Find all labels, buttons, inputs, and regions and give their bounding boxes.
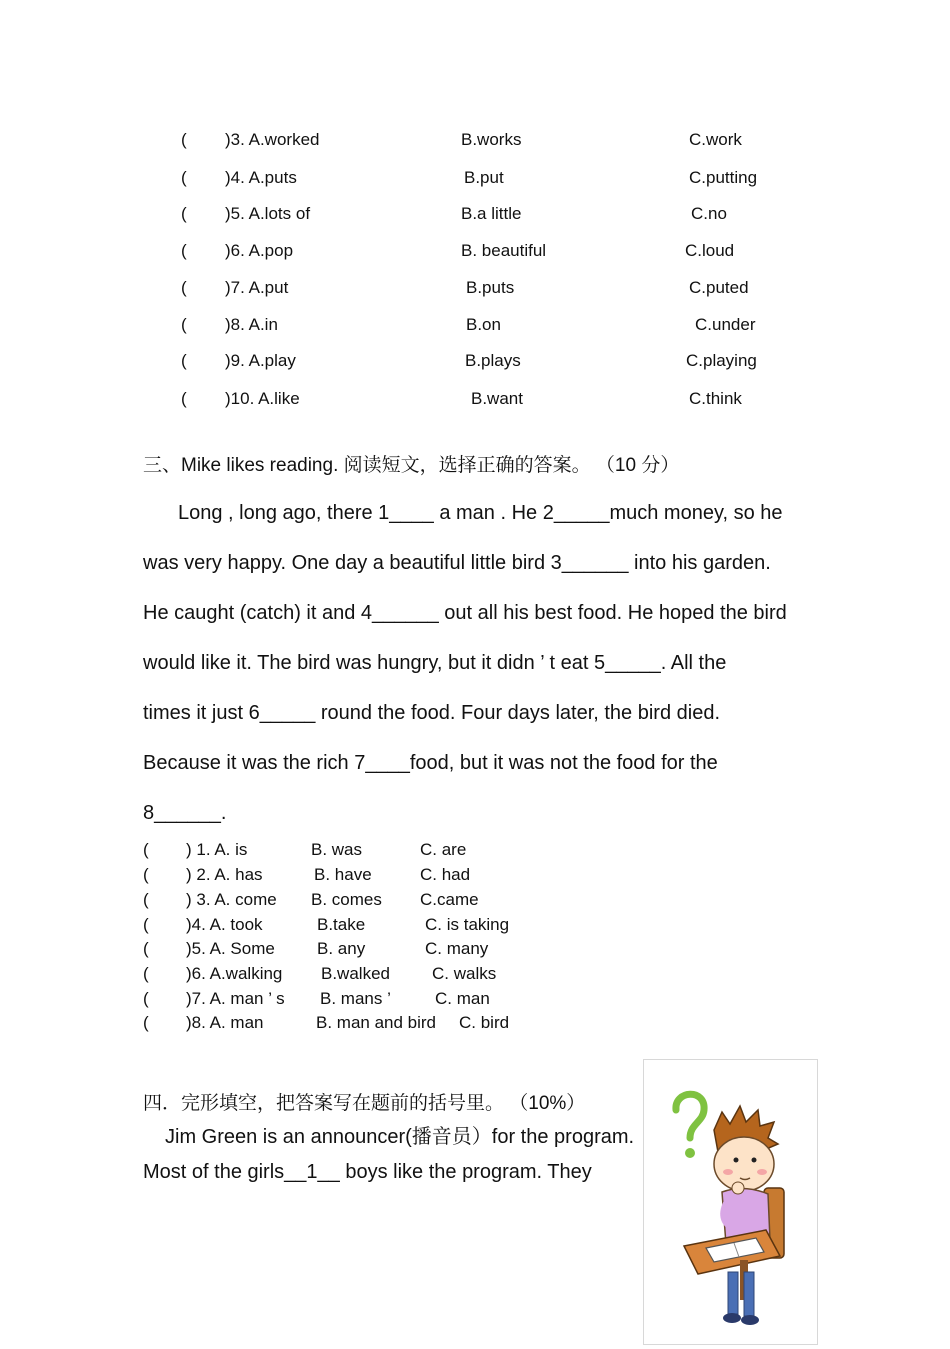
answer-paren: ( xyxy=(181,241,187,260)
passage-line: Long , long ago, there 1____ a man . He 2_____much money, so he xyxy=(178,502,783,524)
choice-option-a: )8. A.in xyxy=(225,315,278,334)
question-option-a: )4. A. took xyxy=(186,915,263,934)
choice-option-a: )7. A.put xyxy=(225,278,289,297)
answer-paren: ( xyxy=(143,964,149,983)
answer-paren: ( xyxy=(143,939,149,958)
section-heading: 三、Mike likes reading. 阅读短文，选择正确的答案。 （10 分） xyxy=(143,455,680,476)
question-option-c: C. is taking xyxy=(425,915,510,934)
question-option-b: B. man and bird xyxy=(316,1013,437,1032)
choice-option-a: )5. A.lots of xyxy=(225,204,311,223)
question-option-b: B.walked xyxy=(321,964,390,983)
question-option-a: )5. A. Some xyxy=(186,939,275,958)
choice-option-c: C.loud xyxy=(685,241,735,260)
passage-line: Because it was the rich 7____food, but it was not the food for the xyxy=(143,752,718,774)
choice-option-c: C.playing xyxy=(686,351,757,370)
choice-option-a: )6. A.pop xyxy=(225,241,294,260)
choice-option-c: C.work xyxy=(689,130,742,149)
choice-option-c: C.under xyxy=(695,315,756,334)
choice-option-c: C.puted xyxy=(689,278,749,297)
boy-reading-illustration xyxy=(643,1059,818,1345)
question-option-c: C. many xyxy=(425,939,489,958)
answer-paren: ( xyxy=(181,204,187,223)
answer-paren: ( xyxy=(143,865,149,884)
passage-line: was very happy. One day a beautiful little bird 3______ into his garden. xyxy=(143,552,771,574)
answer-paren: ( xyxy=(181,168,187,187)
question-option-b: B. was xyxy=(311,840,363,859)
choice-option-b: B.plays xyxy=(465,351,521,370)
choice-option-b: B.put xyxy=(464,168,504,187)
section-heading: 四．完形填空，把答案写在题前的括号里。 （10%） xyxy=(143,1093,586,1114)
boy-reading-icon xyxy=(644,1060,817,1344)
question-option-c: C. are xyxy=(420,840,467,859)
choice-option-c: C.no xyxy=(691,204,727,223)
passage-line: would like it. The bird was hungry, but it didn ’ t eat 5_____. All the xyxy=(143,652,727,674)
answer-paren: ( xyxy=(181,351,187,370)
question-option-c: C.came xyxy=(420,890,479,909)
choice-option-b: B.on xyxy=(466,315,501,334)
question-option-b: B. have xyxy=(314,865,372,884)
answer-paren: ( xyxy=(181,130,187,149)
answer-paren: ( xyxy=(143,890,149,909)
choice-option-b: B.want xyxy=(471,389,523,408)
answer-paren: ( xyxy=(181,315,187,334)
answer-paren: ( xyxy=(143,915,149,934)
answer-paren: ( xyxy=(143,840,149,859)
answer-paren: ( xyxy=(181,389,187,408)
question-option-a: ) 3. A. come xyxy=(186,890,277,909)
answer-paren: ( xyxy=(143,989,149,1008)
question-option-b: B. comes xyxy=(311,890,382,909)
choice-option-b: B. beautiful xyxy=(461,241,547,260)
choice-option-b: B.a little xyxy=(461,204,522,223)
choice-option-a: )10. A.like xyxy=(225,389,300,408)
choice-option-a: )4. A.puts xyxy=(225,168,297,187)
passage-line: Most of the girls__1__ boys like the program. They xyxy=(143,1161,592,1183)
question-option-a: )6. A.walking xyxy=(186,964,283,983)
question-option-a: )7. A. man ’ s xyxy=(186,989,285,1008)
question-option-b: B. mans ’ xyxy=(320,989,391,1008)
passage-line: times it just 6_____ round the food. Four days later, the bird died. xyxy=(143,702,721,724)
question-option-c: C. walks xyxy=(432,964,497,983)
question-option-c: C. man xyxy=(435,989,490,1008)
choice-option-a: )9. A.play xyxy=(225,351,296,370)
question-option-b: B.take xyxy=(317,915,366,934)
choice-option-c: C.think xyxy=(689,389,742,408)
question-option-c: C. bird xyxy=(459,1013,510,1032)
question-option-a: ) 1. A. is xyxy=(186,840,248,859)
choice-option-c: C.putting xyxy=(689,168,758,187)
answer-paren: ( xyxy=(181,278,187,297)
passage-line: Jim Green is an announcer(播音员）for the program. xyxy=(165,1126,635,1148)
choice-option-a: )3. A.worked xyxy=(225,130,320,149)
question-option-c: C. had xyxy=(420,865,471,884)
choice-option-b: B.puts xyxy=(466,278,515,297)
question-option-a: ) 2. A. has xyxy=(186,865,263,884)
passage-line: He caught (catch) it and 4______ out all his best food. He hoped the bird xyxy=(143,602,787,624)
passage-line: 8______. xyxy=(143,802,227,824)
answer-paren: ( xyxy=(143,1013,149,1032)
question-option-a: )8. A. man xyxy=(186,1013,264,1032)
choice-option-b: B.works xyxy=(461,130,522,149)
question-option-b: B. any xyxy=(317,939,366,958)
